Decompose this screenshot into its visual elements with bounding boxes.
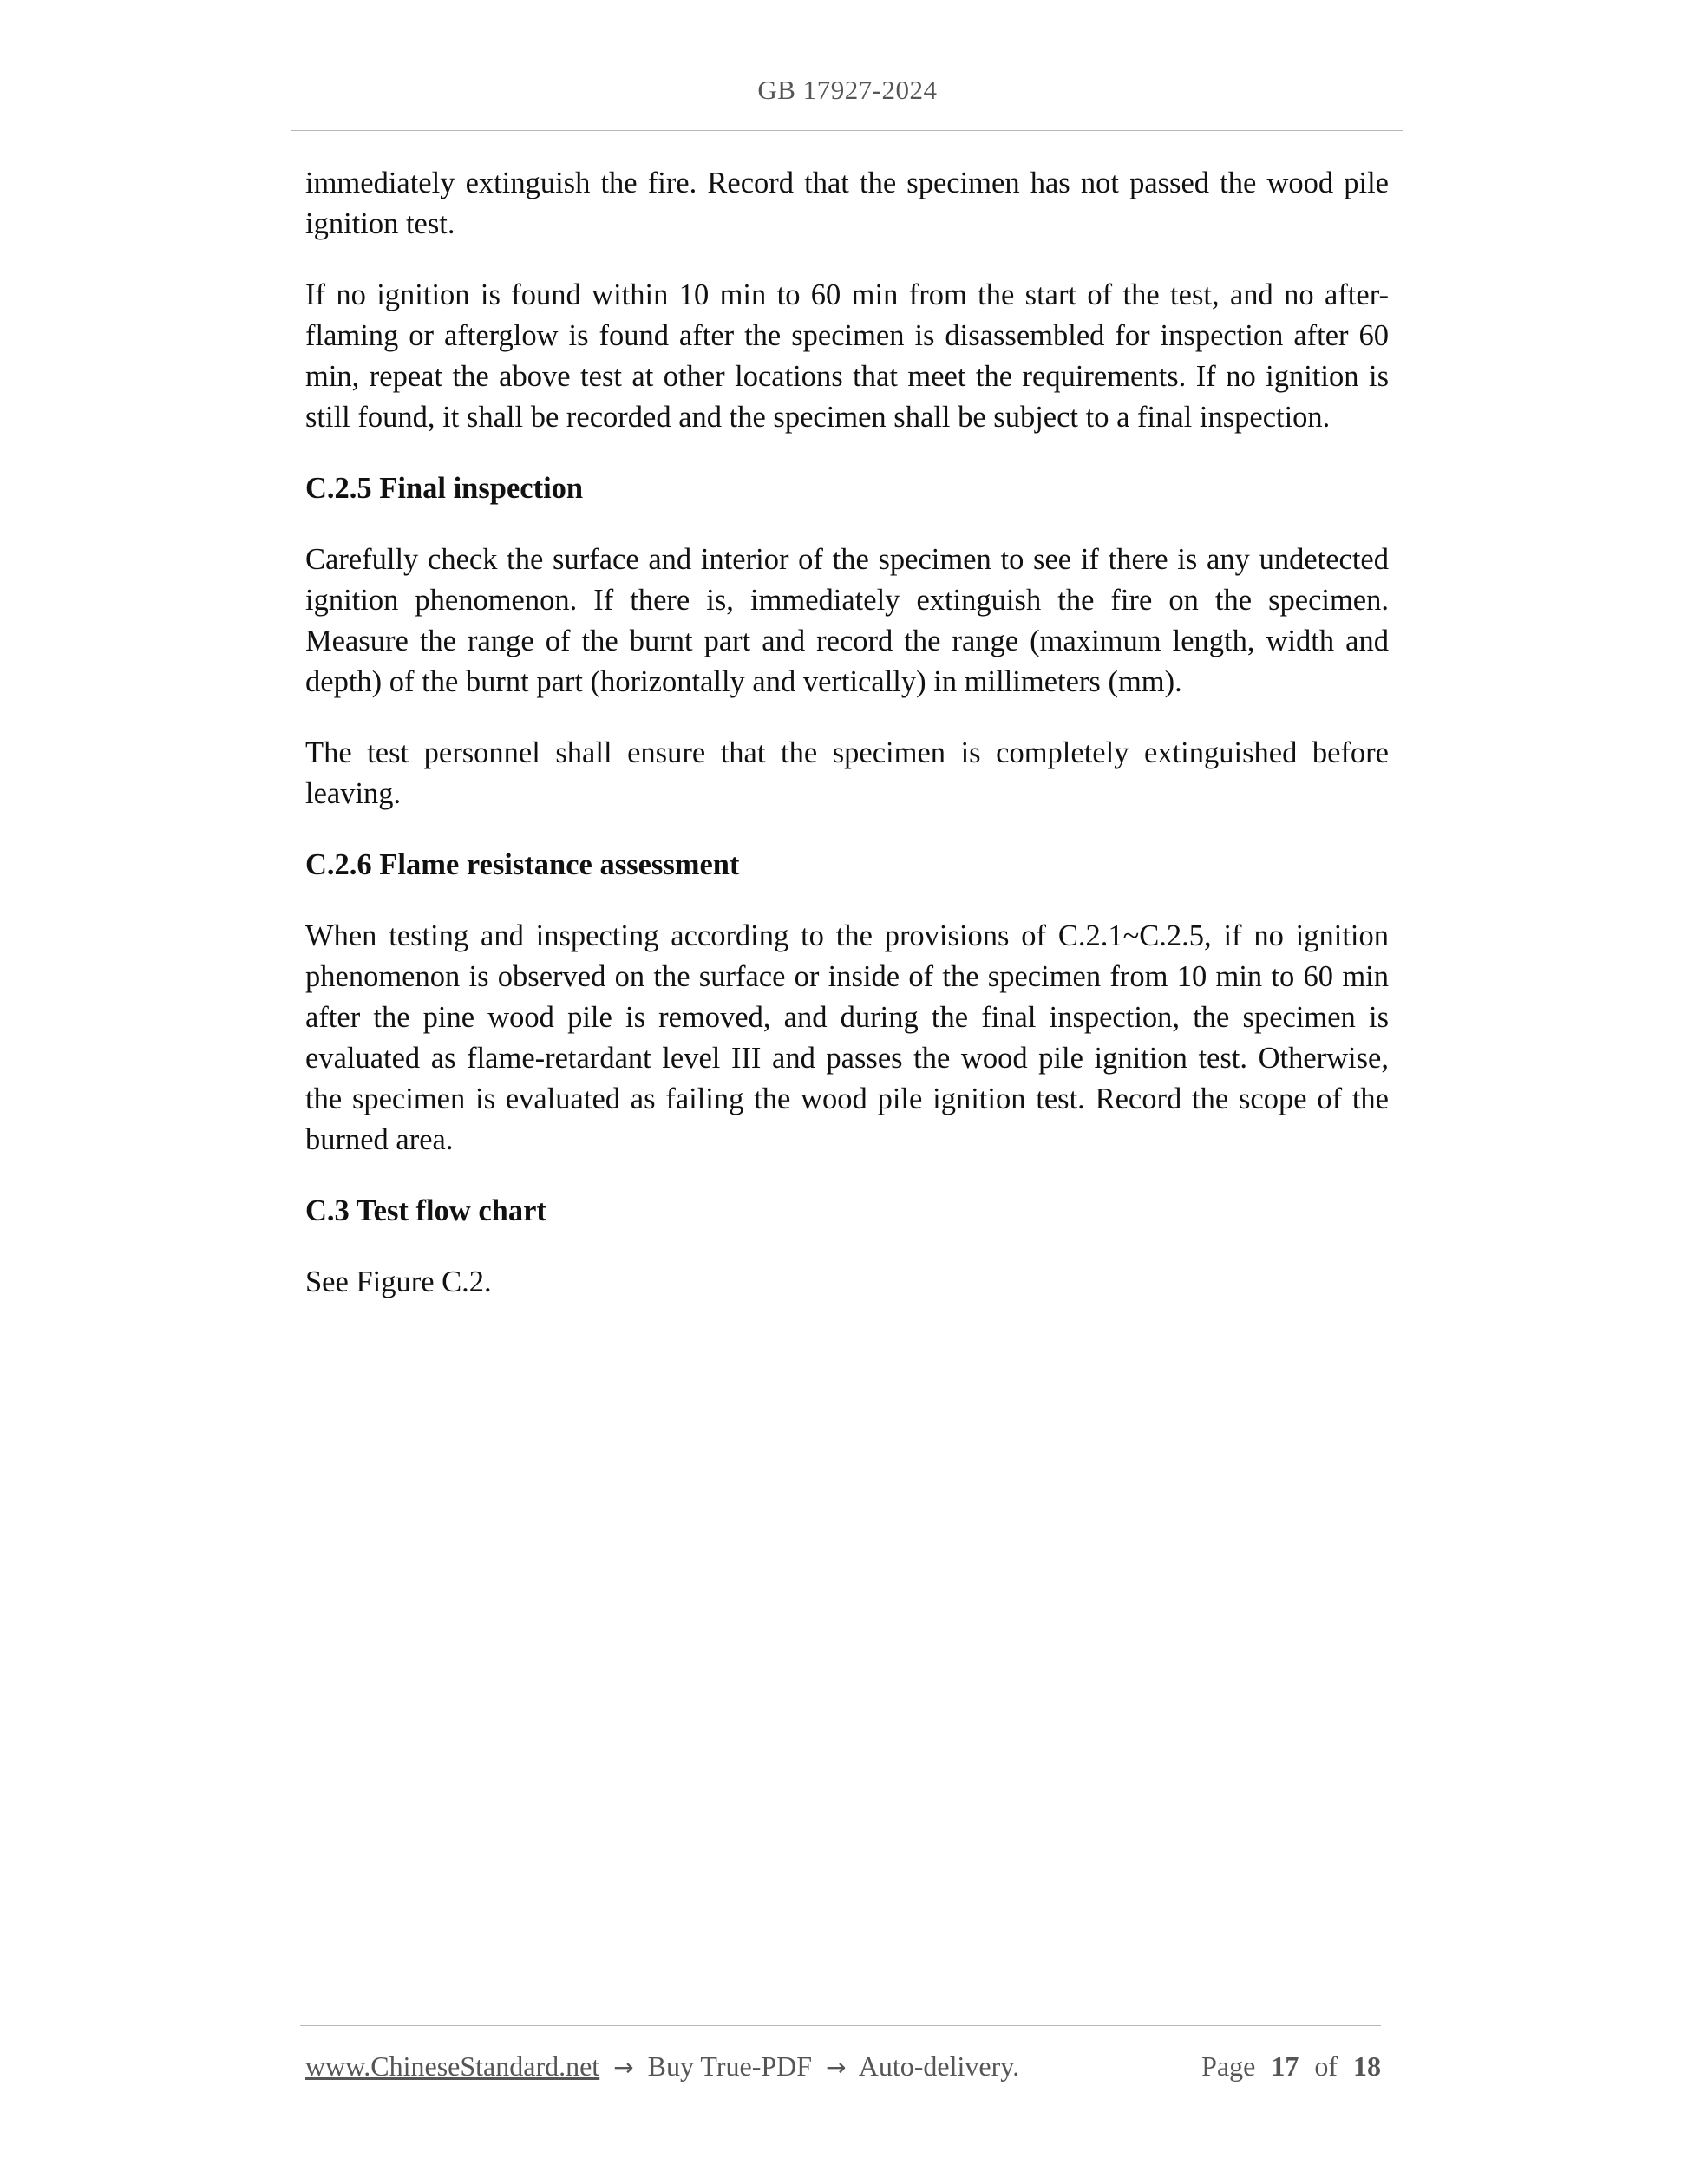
auto-delivery-text: Auto-delivery.	[858, 2050, 1020, 2082]
buy-pdf-text: Buy True-PDF	[647, 2050, 813, 2082]
page-label: Page	[1201, 2050, 1256, 2082]
right-arrow-icon: →	[613, 2053, 634, 2082]
document-body	[305, 163, 1389, 1333]
paragraph-continuation: immediately extinguish the fire. Record that the specimen has not passed the wood pile ignition test.	[305, 167, 1389, 240]
section-heading-flame-resistance: C.2.6 Flame resistance assessment	[305, 848, 740, 881]
paragraph-no-ignition: If no ignition is found within 10 min to 60 min from the start of the test, and no after-flaming or afterglow is found after the specimen is disassembled for inspection after 60 min, repeat the above test at other locations that meet the requirements. If no ignition is still found, it shall be recorded and the specimen shall be subject to a final inspection.	[305, 278, 1389, 434]
page-header-title: GB 17927-2024	[757, 75, 938, 105]
header-divider	[291, 130, 1403, 131]
paragraph-personnel: The test personnel shall ensure that the specimen is completely extinguished before leaving.	[305, 736, 1389, 810]
page-total: 18	[1353, 2050, 1381, 2082]
right-arrow-icon: →	[826, 2053, 847, 2082]
paragraph-final-inspection: Carefully check the surface and interior of the specimen to see if there is any undetected ignition phenomenon. If there is, immediately extinguish the fire on the specimen. Measure the range of the burnt part and record the range (maximum length, width and depth) of the burnt part (horizontally and vertically) in millimeters (mm).	[305, 543, 1389, 698]
paragraph-see-figure: See Figure C.2.	[305, 1265, 492, 1298]
page-current: 17	[1271, 2050, 1299, 2082]
section-heading-flow-chart: C.3 Test flow chart	[305, 1194, 546, 1227]
of-label: of	[1314, 2050, 1338, 2082]
section-heading-final-inspection: C.2.5 Final inspection	[305, 472, 584, 505]
footer-promo	[305, 2047, 1019, 2087]
paragraph-flame-resistance: When testing and inspecting according to the provisions of C.2.1~C.2.5, if no ignition phenomenon is observed on the surface or inside of the specimen from 10 min to 60 min after the pine wood pile is removed, and during the final inspection, the specimen is evaluated as flame-retardant level III and passes the wood pile ignition test. Otherwise, the specimen is evaluated as failing the wood pile ignition test. Record the scope of the burned area.	[305, 919, 1389, 1156]
page-number	[1201, 2047, 1381, 2085]
website-link[interactable]: www.ChineseStandard.net	[305, 2050, 600, 2082]
footer-divider	[300, 2025, 1381, 2026]
